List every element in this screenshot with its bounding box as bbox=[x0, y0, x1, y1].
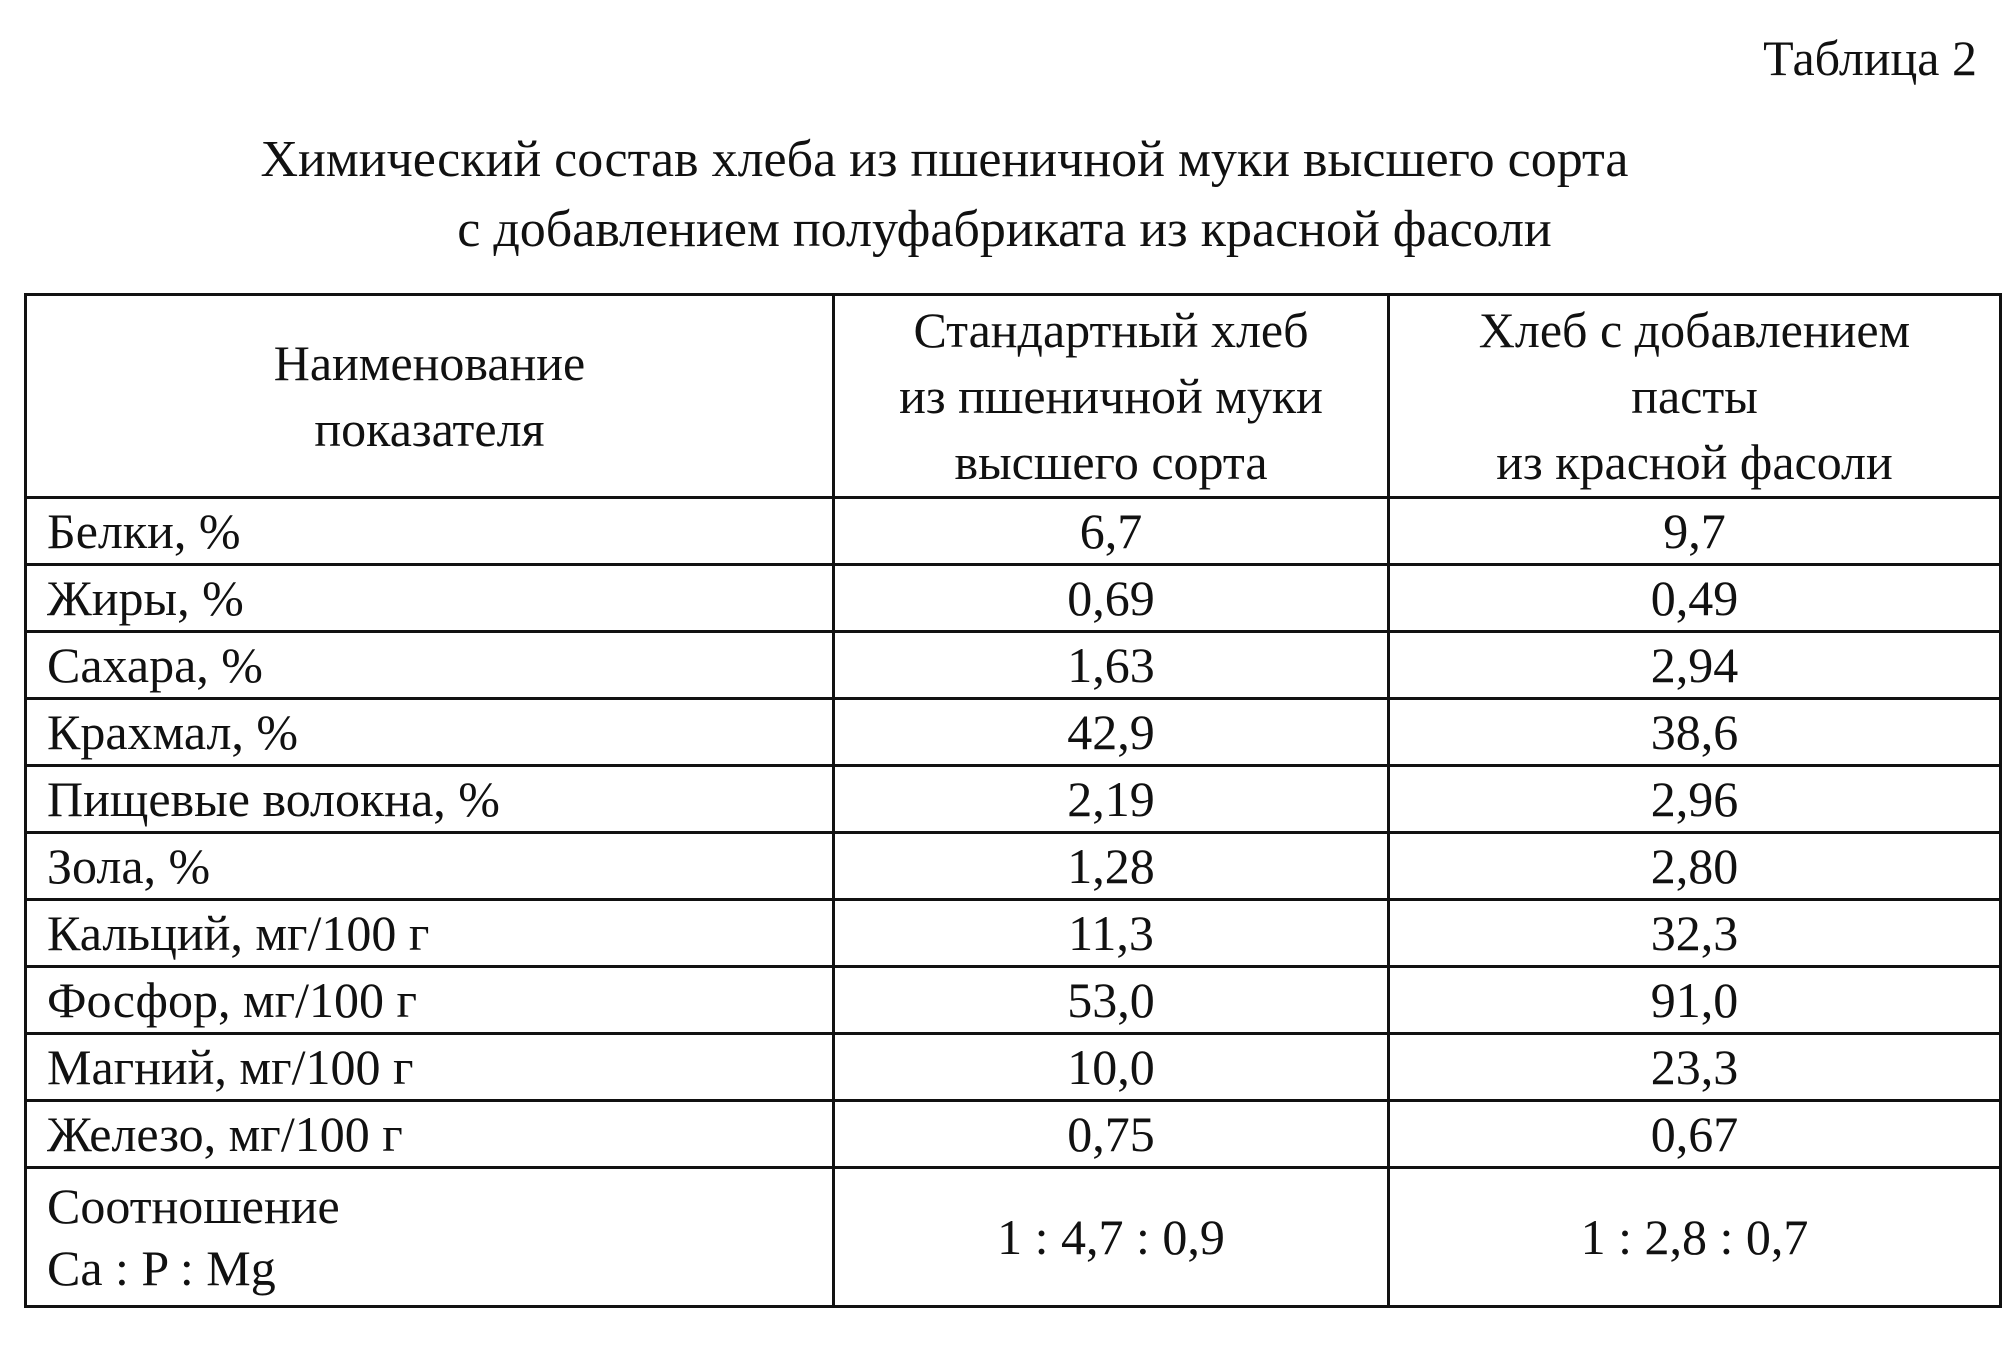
header-bean-paste-bread: Хлеб с добавлением пасты из красной фасоли bbox=[1389, 295, 2001, 498]
bean-value: 2,94 bbox=[1389, 632, 2001, 699]
table-title bbox=[0, 125, 2009, 265]
bean-value: 91,0 bbox=[1389, 967, 2001, 1034]
standard-value: 0,69 bbox=[834, 565, 1389, 632]
table-row bbox=[26, 498, 2001, 565]
table-row bbox=[26, 900, 2001, 967]
table-row bbox=[26, 766, 2001, 833]
table-row bbox=[26, 632, 2001, 699]
table-row bbox=[26, 833, 2001, 900]
standard-value: 1,63 bbox=[834, 632, 1389, 699]
bean-value: 2,96 bbox=[1389, 766, 2001, 833]
standard-value: 42,9 bbox=[834, 699, 1389, 766]
table-row-ratio bbox=[26, 1168, 2001, 1307]
bean-value: 0,67 bbox=[1389, 1101, 2001, 1168]
indicator-name: Сахара, % bbox=[26, 632, 834, 699]
table-row bbox=[26, 699, 2001, 766]
bean-value: 38,6 bbox=[1389, 699, 2001, 766]
table-row bbox=[26, 967, 2001, 1034]
indicator-name: Кальций, мг/100 г bbox=[26, 900, 834, 967]
bean-value: 32,3 bbox=[1389, 900, 2001, 967]
indicator-name: Жиры, % bbox=[26, 565, 834, 632]
standard-value: 11,3 bbox=[834, 900, 1389, 967]
bean-value: 23,3 bbox=[1389, 1034, 2001, 1101]
table-row bbox=[26, 1101, 2001, 1168]
bean-value: 1 : 2,8 : 0,7 bbox=[1389, 1168, 2001, 1307]
indicator-name: Белки, % bbox=[26, 498, 834, 565]
indicator-name: Соотношение Ca : P : Mg bbox=[26, 1168, 834, 1307]
indicator-name: Фосфор, мг/100 г bbox=[26, 967, 834, 1034]
table-body bbox=[26, 498, 2001, 1307]
table-title-line-1: Химический состав хлеба из пшеничной муки высшего сорта bbox=[260, 131, 1629, 188]
standard-value: 1,28 bbox=[834, 833, 1389, 900]
table-number-label: Таблица 2 bbox=[1763, 30, 1977, 86]
table-title-line-2: с добавлением полуфабриката из красной фасоли bbox=[457, 201, 1552, 258]
standard-value: 1 : 4,7 : 0,9 bbox=[834, 1168, 1389, 1307]
table-row bbox=[26, 1034, 2001, 1101]
bean-value: 0,49 bbox=[1389, 565, 2001, 632]
indicator-name: Зола, % bbox=[26, 833, 834, 900]
standard-value: 53,0 bbox=[834, 967, 1389, 1034]
table-row bbox=[26, 565, 2001, 632]
chemical-composition-table bbox=[24, 293, 2002, 1308]
bean-value: 9,7 bbox=[1389, 498, 2001, 565]
header-row bbox=[26, 295, 2001, 498]
indicator-name: Пищевые волокна, % bbox=[26, 766, 834, 833]
standard-value: 10,0 bbox=[834, 1034, 1389, 1101]
header-indicator-name: Наименование показателя bbox=[26, 295, 834, 498]
table-header bbox=[26, 295, 2001, 498]
indicator-name: Крахмал, % bbox=[26, 699, 834, 766]
standard-value: 2,19 bbox=[834, 766, 1389, 833]
standard-value: 0,75 bbox=[834, 1101, 1389, 1168]
bean-value: 2,80 bbox=[1389, 833, 2001, 900]
indicator-name: Железо, мг/100 г bbox=[26, 1101, 834, 1168]
standard-value: 6,7 bbox=[834, 498, 1389, 565]
indicator-name: Магний, мг/100 г bbox=[26, 1034, 834, 1101]
header-standard-bread: Стандартный хлеб из пшеничной муки высшего сорта bbox=[834, 295, 1389, 498]
